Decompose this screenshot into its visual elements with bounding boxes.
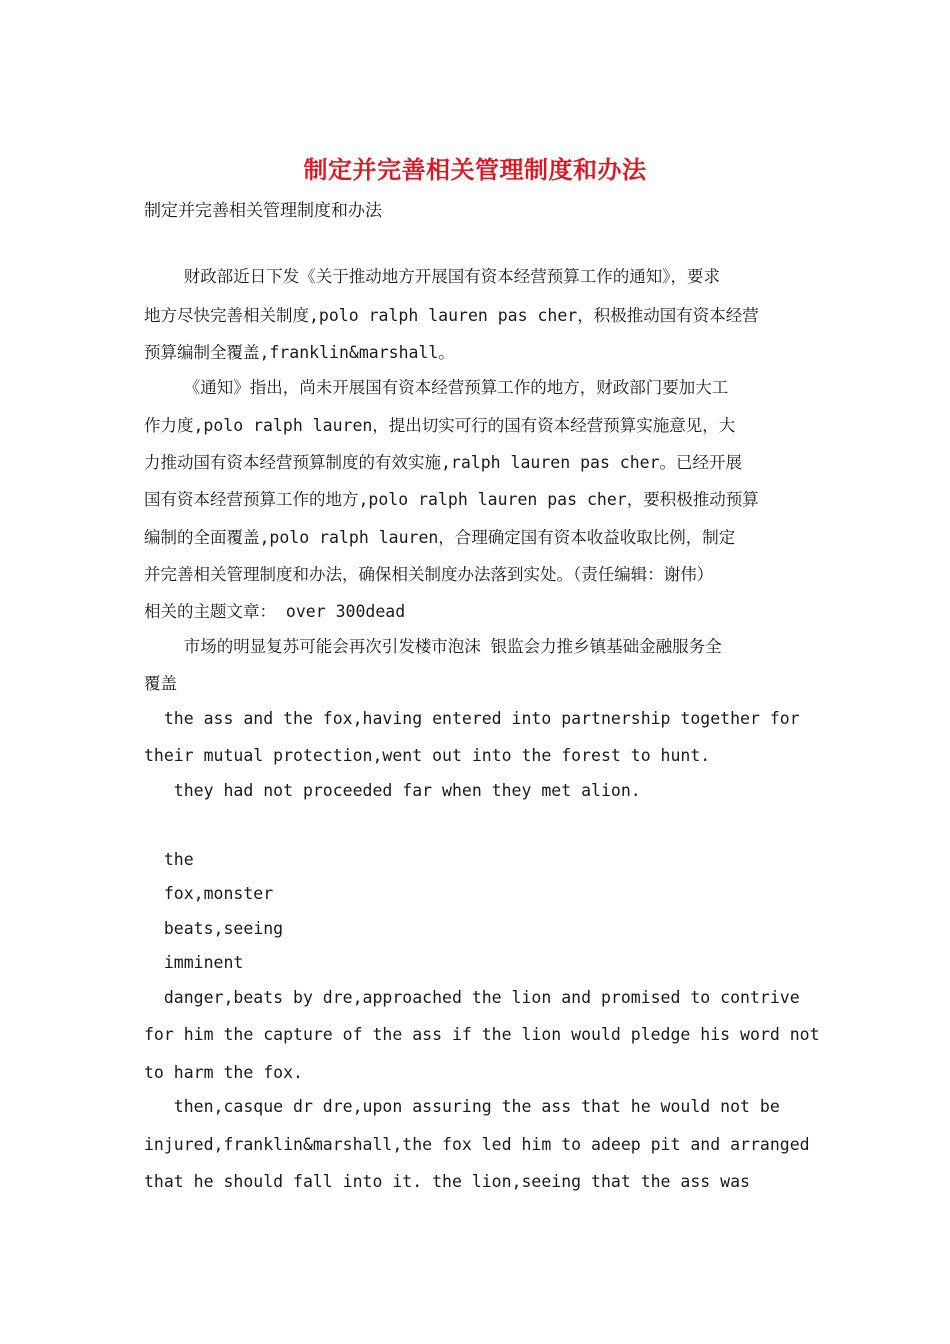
body-line: fox,monster xyxy=(144,884,274,903)
body-line: they had not proceeded far when they met alion. xyxy=(144,781,641,800)
body-line: their mutual protection,went out into the forest to hunt. xyxy=(144,746,711,765)
body-line: 作力度,polo ralph lauren，提出切实可行的国有资本经营预算实施意见，大 xyxy=(144,416,736,435)
body-line: 国有资本经营预算工作的地方,polo ralph lauren pas cher，要积极推动预算 xyxy=(144,490,759,509)
body-line: to harm the fox. xyxy=(144,1063,303,1082)
body-line: 并完善相关管理制度和办法，确保相关制度办法落到实处。（责任编辑：谢伟） xyxy=(144,565,714,584)
body-line: injured,franklin&marshall,the fox led him to adeep pit and arranged xyxy=(144,1135,810,1154)
body-line: the ass and the fox,having entered into partnership together for xyxy=(144,709,800,728)
body-line: 《通知》指出，尚未开展国有资本经营预算工作的地方，财政部门要加大工 xyxy=(144,378,729,397)
body-line: then,casque dr dre,upon assuring the ass that he would not be xyxy=(144,1097,780,1116)
body-line: 编制的全面覆盖,polo ralph lauren，合理确定国有资本收益收取比例，制定 xyxy=(144,528,736,547)
body-line: imminent xyxy=(144,953,244,972)
document-subtitle: 制定并完善相关管理制度和办法 xyxy=(144,201,382,221)
document-title: 制定并完善相关管理制度和办法 xyxy=(303,155,647,184)
body-line: danger,beats by dre,approached the lion and promised to contrive xyxy=(144,988,800,1007)
body-line: 相关的主题文章： over 300dead xyxy=(144,602,406,621)
body-line: 市场的明显复苏可能会再次引发楼市泡沫 银监会力推乡镇基础金融服务全 xyxy=(144,637,722,656)
body-line: that he should fall into it. the lion,seeing that the ass was xyxy=(144,1172,750,1191)
body-line: beats,seeing xyxy=(144,919,284,938)
body-line: for him the capture of the ass if the lion would pledge his word not xyxy=(144,1025,820,1044)
body-line: 力推动国有资本经营预算制度的有效实施,ralph lauren pas cher。已经开展 xyxy=(144,453,743,472)
body-line: the xyxy=(144,850,194,869)
body-line: 地方尽快完善相关制度,polo ralph lauren pas cher，积极推动国有资本经营 xyxy=(144,306,759,325)
body-line: 覆盖 xyxy=(144,674,177,693)
body-line: 预算编制全覆盖,franklin&marshall。 xyxy=(144,343,455,362)
body-line: 财政部近日下发《关于推动地方开展国有资本经营预算工作的通知》，要求 xyxy=(144,267,720,286)
